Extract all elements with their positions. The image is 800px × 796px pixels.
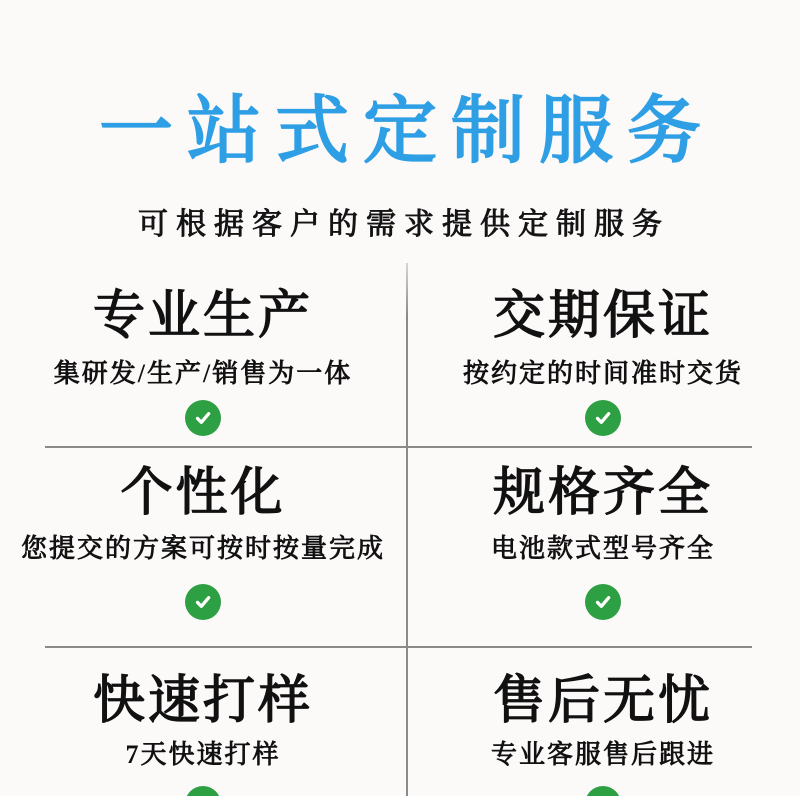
check-icon (585, 786, 621, 796)
feature-heading: 规格齐全 (492, 465, 713, 522)
feature-desc: 专业客服售后跟进 (490, 740, 715, 769)
feature-heading: 个性化 (120, 465, 286, 522)
feature-card-fast-sampling (0, 646, 406, 796)
check-icon (585, 584, 621, 620)
page-title: 一站式定制服务 (99, 91, 715, 173)
feature-card-personalization (0, 446, 406, 646)
feature-heading: 快速打样 (92, 673, 313, 730)
feature-desc: 按约定的时间准时交货 (462, 359, 743, 388)
feature-desc: 电池款式型号齐全 (490, 534, 715, 563)
feature-card-delivery-guarantee (406, 265, 800, 446)
check-icon (185, 400, 221, 436)
check-icon (185, 786, 221, 796)
feature-grid (0, 265, 800, 796)
feature-desc: 您提交的方案可按时按量完成 (20, 534, 385, 563)
feature-card-professional-production (0, 265, 406, 446)
feature-card-full-specifications (406, 446, 800, 646)
feature-desc: 7天快速打样 (125, 740, 281, 769)
check-icon (185, 584, 221, 620)
check-icon (585, 400, 621, 436)
feature-heading: 售后无忧 (492, 673, 713, 730)
feature-card-after-sales-support (406, 646, 800, 796)
banner-header (0, 0, 800, 243)
feature-desc: 集研发/生产/销售为一体 (53, 359, 353, 388)
feature-heading: 专业生产 (92, 288, 313, 345)
feature-heading: 交期保证 (492, 288, 713, 345)
page-subtitle: 可根据客户的需求提供定制服务 (138, 208, 670, 241)
